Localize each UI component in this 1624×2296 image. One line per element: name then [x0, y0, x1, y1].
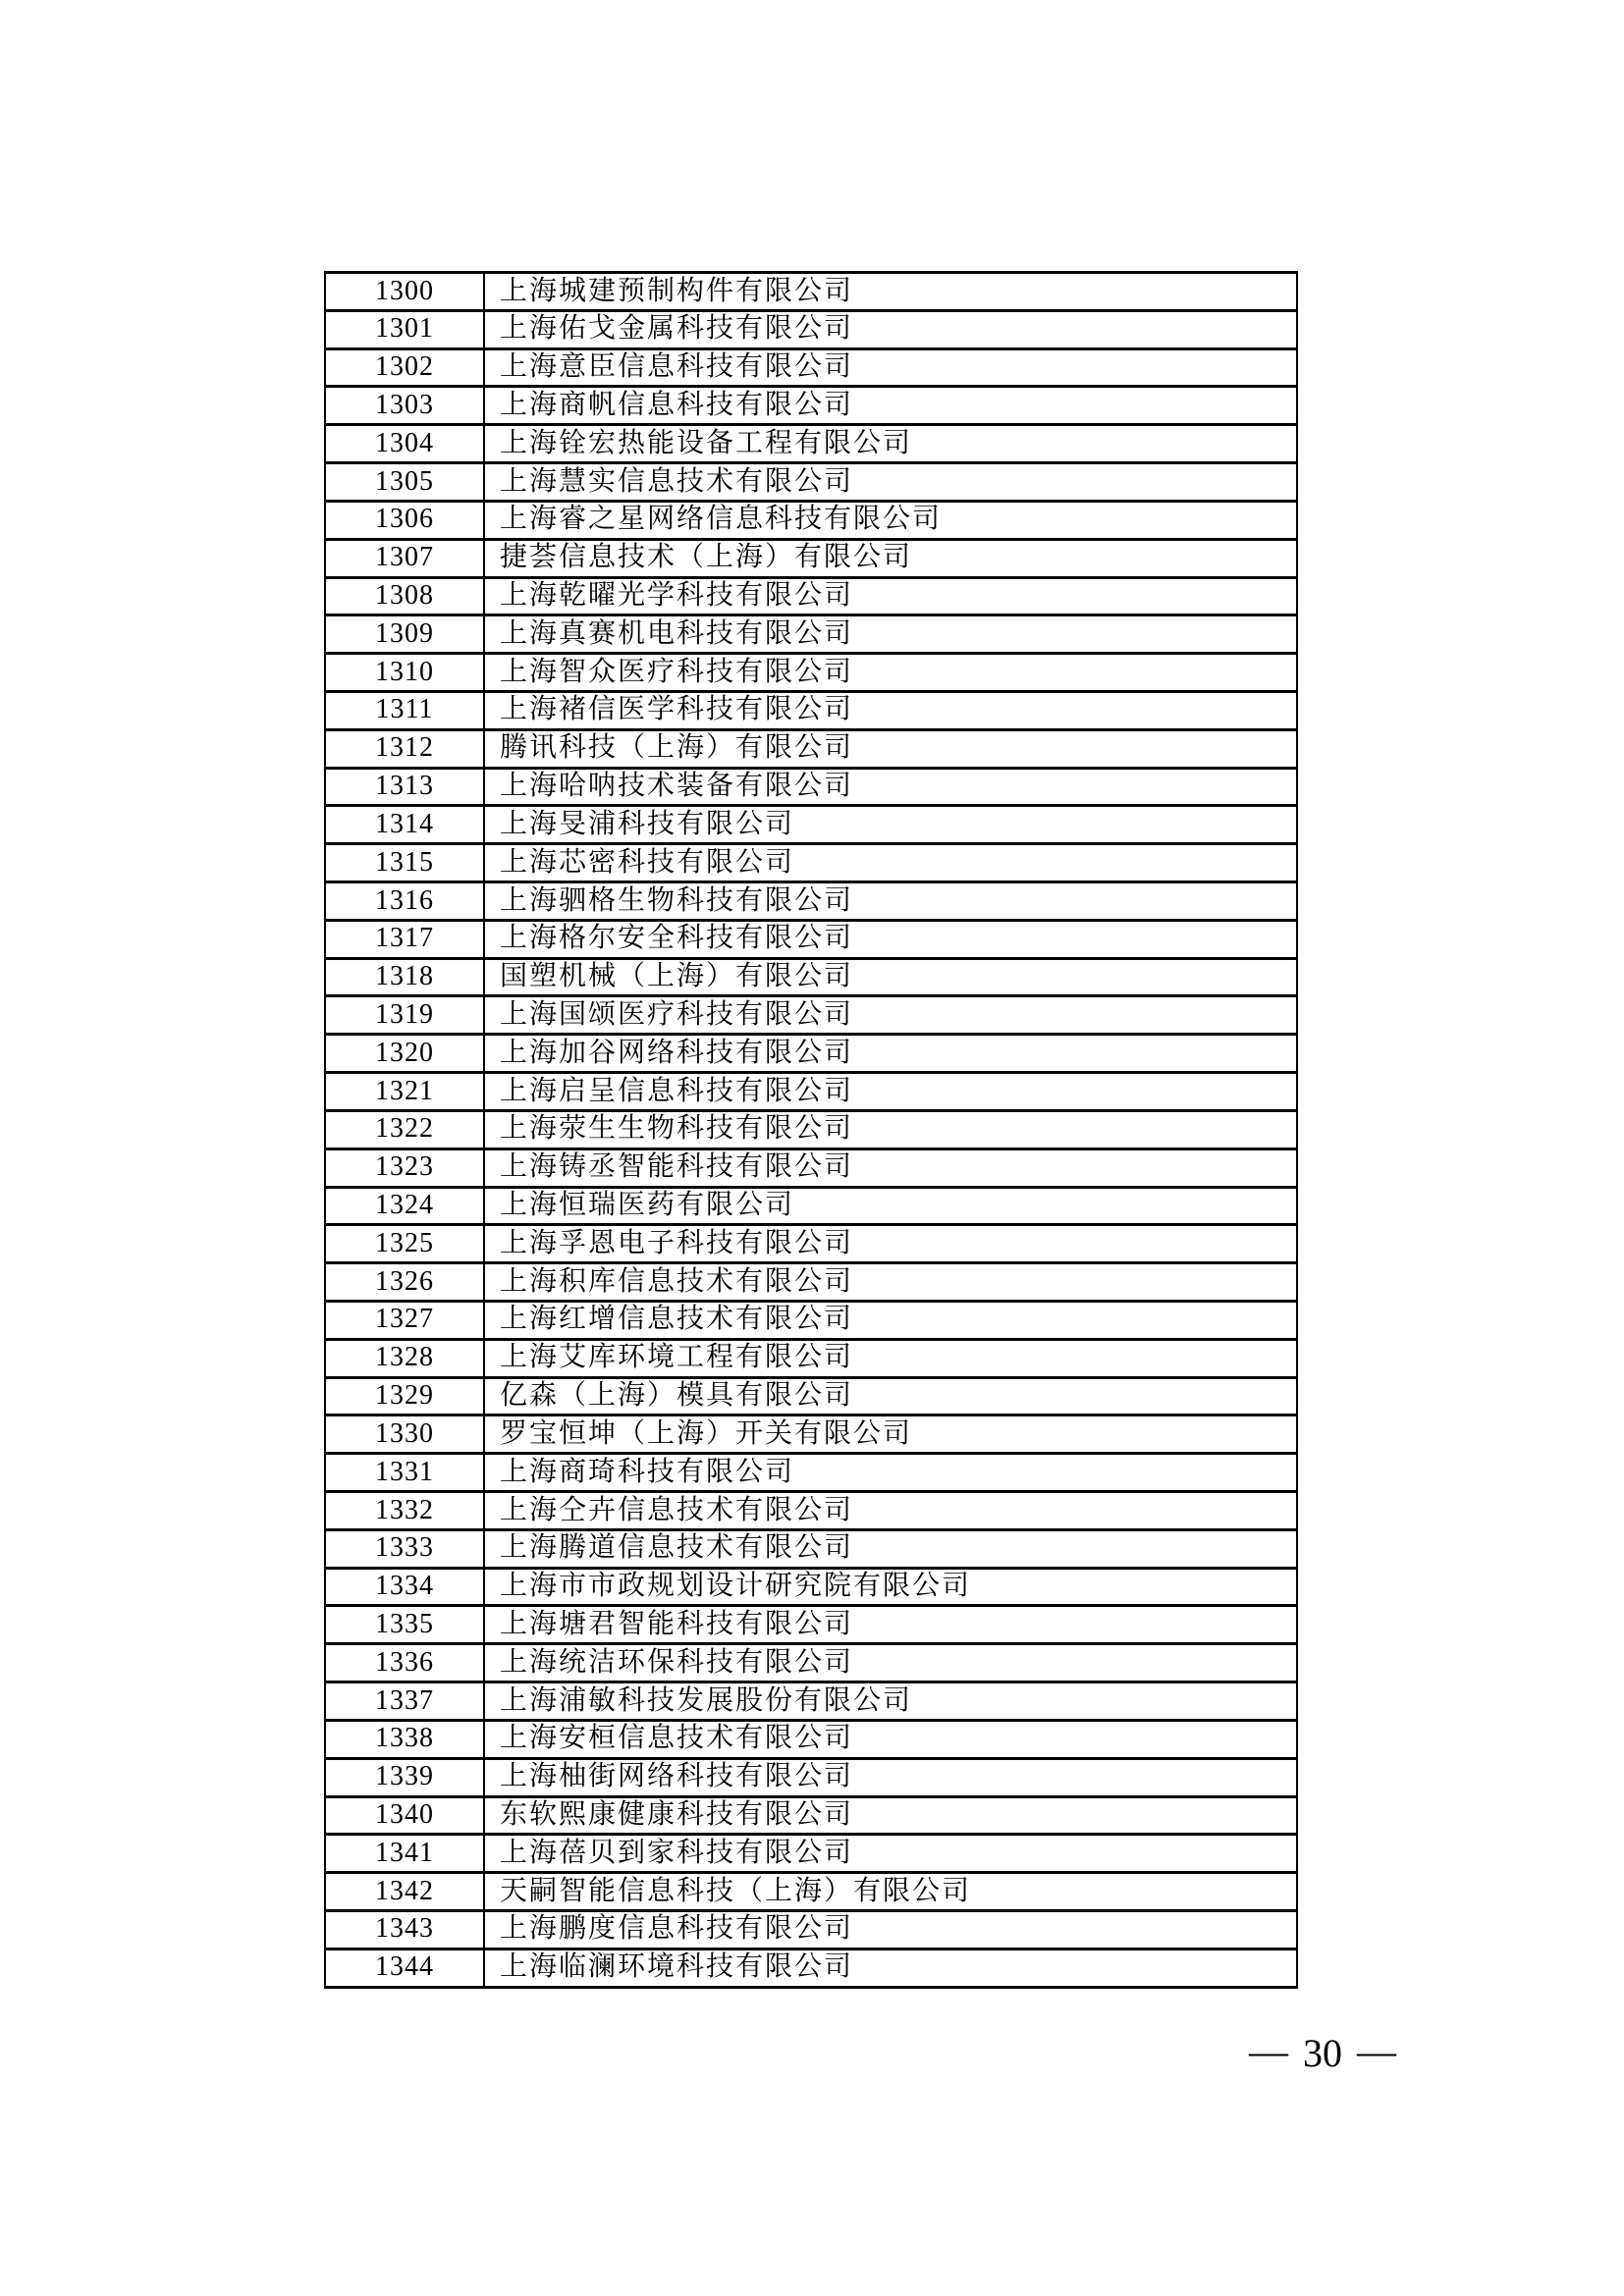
row-number: 1304 — [375, 427, 434, 458]
company-name: 天嗣智能信息科技（上海）有限公司 — [500, 1875, 972, 1906]
table-row — [325, 1682, 1297, 1721]
row-number: 1329 — [375, 1380, 434, 1412]
row-number: 1323 — [375, 1151, 434, 1183]
row-number-cell — [325, 1910, 484, 1949]
company-name-cell — [484, 1644, 1297, 1682]
table-row — [325, 1263, 1297, 1302]
table-row — [325, 1225, 1297, 1263]
row-number: 1309 — [375, 617, 434, 649]
company-name-cell — [484, 615, 1297, 654]
company-name-cell — [484, 1873, 1297, 1911]
company-name-cell — [484, 1835, 1297, 1873]
row-number-cell — [325, 615, 484, 654]
row-number-cell — [325, 577, 484, 615]
company-name-cell — [484, 387, 1297, 425]
table-row — [325, 463, 1297, 502]
table-row — [325, 1529, 1297, 1568]
row-number-cell — [325, 1339, 484, 1377]
row-number-cell — [325, 691, 484, 729]
company-name-cell — [484, 1910, 1297, 1949]
table-row — [325, 1606, 1297, 1644]
row-number-cell — [325, 1606, 484, 1644]
company-name-cell — [484, 768, 1297, 806]
row-number-cell — [325, 501, 484, 539]
company-name-cell — [484, 539, 1297, 577]
row-number-cell — [325, 1187, 484, 1225]
table-row — [325, 920, 1297, 958]
row-number: 1330 — [375, 1417, 434, 1449]
row-number-cell — [325, 1796, 484, 1835]
table-row — [325, 1377, 1297, 1415]
row-number-cell — [325, 958, 484, 996]
company-name-cell — [484, 920, 1297, 958]
company-name-cell — [484, 310, 1297, 348]
company-name-cell — [484, 1454, 1297, 1492]
company-name: 上海安桓信息技术有限公司 — [500, 1723, 854, 1754]
row-number: 1314 — [375, 808, 434, 839]
company-name: 上海统洁环保科技有限公司 — [500, 1646, 854, 1678]
table-row — [325, 768, 1297, 806]
row-number: 1338 — [375, 1723, 434, 1754]
table-row — [325, 387, 1297, 425]
table-row — [325, 1720, 1297, 1758]
company-name: 上海芯密科技有限公司 — [500, 846, 795, 878]
row-number-cell — [325, 996, 484, 1035]
company-name: 上海仝卉信息技术有限公司 — [500, 1494, 854, 1525]
row-number-cell — [325, 1873, 484, 1911]
company-name-cell — [484, 1073, 1297, 1111]
row-number: 1313 — [375, 771, 434, 802]
row-number: 1328 — [375, 1342, 434, 1373]
company-name-cell — [484, 958, 1297, 996]
table-row — [325, 1873, 1297, 1911]
company-name: 上海佑戈金属科技有限公司 — [500, 313, 854, 345]
company-name: 上海智众医疗科技有限公司 — [500, 656, 854, 687]
table-row — [325, 348, 1297, 387]
row-number: 1342 — [375, 1875, 434, 1906]
row-number-cell — [325, 1568, 484, 1606]
company-name: 上海驷格生物科技有限公司 — [500, 884, 854, 916]
table-row — [325, 1758, 1297, 1796]
row-number: 1300 — [375, 275, 434, 306]
company-name: 上海塘君智能科技有限公司 — [500, 1608, 854, 1639]
company-name-cell — [484, 577, 1297, 615]
row-number: 1321 — [375, 1075, 434, 1106]
company-name-cell — [484, 348, 1297, 387]
company-name: 上海商帆信息科技有限公司 — [500, 389, 854, 420]
company-name: 上海褚信医学科技有限公司 — [500, 694, 854, 725]
company-name-cell — [484, 501, 1297, 539]
page-number: 30 — [1303, 2031, 1342, 2075]
company-name-cell — [484, 273, 1297, 311]
company-name-cell — [484, 1339, 1297, 1377]
company-name: 上海慧实信息技术有限公司 — [500, 465, 854, 497]
table-row — [325, 1492, 1297, 1530]
row-number-cell — [325, 1529, 484, 1568]
table-row — [325, 1187, 1297, 1225]
row-number-cell — [325, 310, 484, 348]
table-row — [325, 654, 1297, 692]
table-row — [325, 1910, 1297, 1949]
row-number-cell — [325, 463, 484, 502]
row-number-cell — [325, 1644, 484, 1682]
row-number: 1322 — [375, 1113, 434, 1145]
table-row — [325, 310, 1297, 348]
row-number: 1335 — [375, 1608, 434, 1639]
row-number-cell — [325, 1454, 484, 1492]
company-name: 上海城建预制构件有限公司 — [500, 275, 854, 306]
row-number-cell — [325, 1301, 484, 1339]
row-number-cell — [325, 729, 484, 768]
company-name: 上海意臣信息科技有限公司 — [500, 351, 854, 383]
company-name-cell — [484, 1949, 1297, 1987]
company-name: 上海蓓贝到家科技有限公司 — [500, 1837, 854, 1868]
table-row — [325, 1835, 1297, 1873]
row-number: 1331 — [375, 1456, 434, 1487]
table-row — [325, 425, 1297, 463]
row-number: 1326 — [375, 1265, 434, 1297]
row-number: 1333 — [375, 1532, 434, 1564]
company-name: 上海商琦科技有限公司 — [500, 1456, 795, 1487]
row-number: 1339 — [375, 1761, 434, 1792]
row-number-cell — [325, 1415, 484, 1454]
row-number-cell — [325, 387, 484, 425]
company-name: 捷荟信息技术（上海）有限公司 — [500, 542, 913, 573]
footer-dash-left: — — [1249, 2029, 1288, 2073]
table-row — [325, 615, 1297, 654]
table-row — [325, 996, 1297, 1035]
company-name: 上海浦敏科技发展股份有限公司 — [500, 1684, 913, 1716]
row-number: 1324 — [375, 1190, 434, 1220]
row-number: 1311 — [375, 694, 434, 725]
row-number-cell — [325, 1225, 484, 1263]
company-name-cell — [484, 1110, 1297, 1148]
row-number: 1312 — [375, 732, 434, 764]
company-name: 上海启呈信息科技有限公司 — [500, 1075, 854, 1106]
row-number-cell — [325, 425, 484, 463]
company-name-cell — [484, 1758, 1297, 1796]
row-number: 1301 — [375, 313, 434, 345]
table-row — [325, 1949, 1297, 1987]
row-number-cell — [325, 273, 484, 311]
row-number: 1337 — [375, 1684, 434, 1716]
table-row — [325, 844, 1297, 882]
company-name-cell — [484, 882, 1297, 921]
company-table-body — [325, 273, 1297, 1988]
company-name: 上海旻浦科技有限公司 — [500, 808, 795, 839]
company-name: 上海积库信息技术有限公司 — [500, 1265, 854, 1297]
row-number: 1305 — [375, 465, 434, 497]
row-number: 1319 — [375, 998, 434, 1030]
row-number: 1316 — [375, 884, 434, 916]
row-number-cell — [325, 1682, 484, 1721]
table-row — [325, 1415, 1297, 1454]
company-name-cell — [484, 654, 1297, 692]
row-number: 1343 — [375, 1913, 434, 1945]
table-row — [325, 1339, 1297, 1377]
company-name: 上海柚街网络科技有限公司 — [500, 1761, 854, 1792]
company-table — [324, 271, 1298, 1989]
row-number: 1317 — [375, 923, 434, 954]
row-number: 1332 — [375, 1494, 434, 1525]
company-name-cell — [484, 996, 1297, 1035]
company-name: 上海恒瑞医药有限公司 — [500, 1190, 795, 1220]
company-name: 上海腾道信息技术有限公司 — [500, 1532, 854, 1564]
table-row — [325, 882, 1297, 921]
company-name-cell — [484, 1301, 1297, 1339]
company-name-cell — [484, 1225, 1297, 1263]
row-number: 1320 — [375, 1037, 434, 1068]
company-name-cell — [484, 1148, 1297, 1187]
company-name: 上海真赛机电科技有限公司 — [500, 617, 854, 649]
row-number-cell — [325, 539, 484, 577]
company-name: 上海乾曜光学科技有限公司 — [500, 580, 854, 611]
row-number: 1310 — [375, 656, 434, 687]
company-name: 上海哈呐技术装备有限公司 — [500, 771, 854, 802]
row-number: 1303 — [375, 389, 434, 420]
company-name: 上海铸丞智能科技有限公司 — [500, 1151, 854, 1183]
table-row — [325, 1035, 1297, 1073]
company-name-cell — [484, 1529, 1297, 1568]
row-number: 1344 — [375, 1951, 434, 1983]
company-name: 东软熙康健康科技有限公司 — [500, 1799, 854, 1830]
company-name-cell — [484, 425, 1297, 463]
row-number: 1315 — [375, 846, 434, 878]
table-row — [325, 1148, 1297, 1187]
table-row — [325, 539, 1297, 577]
row-number: 1336 — [375, 1646, 434, 1678]
row-number-cell — [325, 882, 484, 921]
company-name: 腾讯科技（上海）有限公司 — [500, 732, 854, 764]
row-number-cell — [325, 806, 484, 844]
table-row — [325, 1568, 1297, 1606]
row-number: 1306 — [375, 504, 434, 535]
row-number: 1334 — [375, 1571, 434, 1602]
company-name-cell — [484, 844, 1297, 882]
table-row — [325, 958, 1297, 996]
row-number-cell — [325, 844, 484, 882]
company-name-cell — [484, 1492, 1297, 1530]
row-number-cell — [325, 348, 484, 387]
table-row — [325, 1301, 1297, 1339]
company-name: 上海荥生生物科技有限公司 — [500, 1113, 854, 1145]
row-number: 1340 — [375, 1799, 434, 1830]
row-number-cell — [325, 1949, 484, 1987]
table-row — [325, 501, 1297, 539]
company-name-cell — [484, 1035, 1297, 1073]
row-number-cell — [325, 654, 484, 692]
row-number-cell — [325, 920, 484, 958]
table-row — [325, 691, 1297, 729]
company-name-cell — [484, 1263, 1297, 1302]
company-name: 上海孚恩电子科技有限公司 — [500, 1227, 854, 1258]
company-name: 上海鹏度信息科技有限公司 — [500, 1913, 854, 1945]
company-name: 上海临澜环境科技有限公司 — [500, 1951, 854, 1983]
company-name-cell — [484, 729, 1297, 768]
company-name-cell — [484, 1720, 1297, 1758]
company-name: 上海艾库环境工程有限公司 — [500, 1342, 854, 1373]
table-row — [325, 577, 1297, 615]
row-number-cell — [325, 1720, 484, 1758]
row-number-cell — [325, 1110, 484, 1148]
row-number-cell — [325, 1758, 484, 1796]
company-name-cell — [484, 1682, 1297, 1721]
row-number-cell — [325, 1492, 484, 1530]
company-name: 上海加谷网络科技有限公司 — [500, 1037, 854, 1068]
company-name: 上海红增信息技术有限公司 — [500, 1304, 854, 1335]
company-name: 罗宝恒坤（上海）开关有限公司 — [500, 1417, 913, 1449]
company-name-cell — [484, 1796, 1297, 1835]
row-number: 1308 — [375, 580, 434, 611]
company-name-cell — [484, 1377, 1297, 1415]
company-name-cell — [484, 1606, 1297, 1644]
company-name-cell — [484, 1415, 1297, 1454]
table-row — [325, 1796, 1297, 1835]
row-number: 1341 — [375, 1837, 434, 1868]
table-row — [325, 729, 1297, 768]
row-number-cell — [325, 1835, 484, 1873]
table-row — [325, 273, 1297, 311]
row-number-cell — [325, 768, 484, 806]
footer-dash-right: — — [1357, 2029, 1396, 2073]
company-name: 国塑机械（上海）有限公司 — [500, 961, 854, 992]
row-number: 1302 — [375, 351, 434, 383]
company-name: 上海国颂医疗科技有限公司 — [500, 998, 854, 1030]
company-name: 亿森（上海）模具有限公司 — [500, 1380, 854, 1412]
row-number: 1325 — [375, 1227, 434, 1258]
table-row — [325, 1073, 1297, 1111]
row-number-cell — [325, 1073, 484, 1111]
company-name: 上海市市政规划设计研究院有限公司 — [500, 1571, 972, 1602]
company-name: 上海睿之星网络信息科技有限公司 — [500, 504, 943, 535]
row-number: 1307 — [375, 542, 434, 573]
company-name: 上海铨宏热能设备工程有限公司 — [500, 427, 913, 458]
row-number-cell — [325, 1377, 484, 1415]
row-number: 1318 — [375, 961, 434, 992]
table-row — [325, 1110, 1297, 1148]
company-name-cell — [484, 463, 1297, 502]
table-row — [325, 806, 1297, 844]
company-name-cell — [484, 806, 1297, 844]
row-number-cell — [325, 1035, 484, 1073]
table-row — [325, 1644, 1297, 1682]
row-number-cell — [325, 1148, 484, 1187]
row-number: 1327 — [375, 1304, 434, 1335]
page-footer — [1249, 2030, 1396, 2076]
company-name-cell — [484, 1187, 1297, 1225]
company-name: 上海格尔安全科技有限公司 — [500, 923, 854, 954]
table-row — [325, 1454, 1297, 1492]
row-number-cell — [325, 1263, 484, 1302]
company-name-cell — [484, 691, 1297, 729]
company-name-cell — [484, 1568, 1297, 1606]
